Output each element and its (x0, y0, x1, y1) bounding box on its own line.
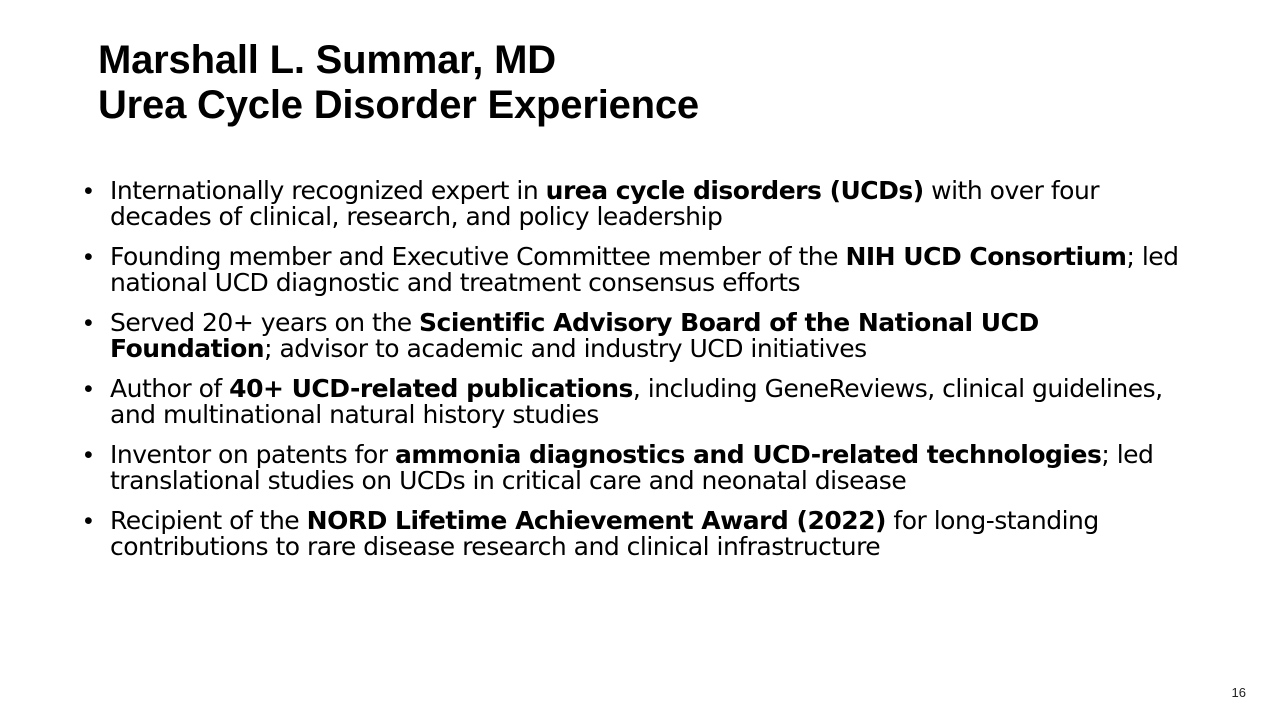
bullet-text: Served 20+ years on the (110, 308, 420, 337)
bullet-item-patents (84, 442, 1194, 494)
bullet-highlight: urea cycle disorders (UCDs) (545, 176, 924, 205)
bullet-dot: • (84, 243, 93, 271)
bullet-text: for long-standing contributions to rare disease research and clinical infrastructure (110, 506, 1099, 561)
bullet-text: ; led national UCD diagnostic and treatment consensus efforts (110, 242, 1179, 297)
bullet-item-publications (84, 376, 1194, 428)
title-line-name: Marshall L. Summar, MD (98, 38, 556, 82)
bullet-text: Recipient of the (110, 506, 307, 535)
bullet-text: ; led translational studies on UCDs in critical care and neonatal disease (110, 440, 1154, 495)
bullet-highlight: 40+ UCD-related publications (229, 374, 633, 403)
bullet-dot: • (84, 177, 93, 205)
bullet-text: ; advisor to academic and industry UCD initiatives (264, 334, 867, 363)
bullet-dot: • (84, 507, 93, 535)
bullet-text: Author of (110, 374, 230, 403)
bullet-dot: • (84, 309, 93, 337)
title-line-topic: Urea Cycle Disorder Experience (98, 83, 699, 127)
bullet-item-advisory-board (84, 310, 1194, 362)
bullet-highlight: NORD Lifetime Achievement Award (2022) (306, 506, 886, 535)
bullet-text: Founding member and Executive Committee member of the (110, 242, 846, 271)
bullet-list (84, 178, 1194, 574)
bullet-dot: • (84, 441, 93, 469)
bullet-item-nord-award (84, 508, 1194, 560)
bullet-highlight: NIH UCD Consortium (845, 242, 1127, 271)
bullet-item-ucd-expert (84, 178, 1194, 230)
bullet-item-nih-consortium (84, 244, 1194, 296)
bullet-text: Internationally recognized expert in (110, 176, 546, 205)
bullet-highlight: Scientific Advisory Board of the National UCD Foundation (110, 308, 1039, 363)
bullet-text: with over four decades of clinical, research, and policy leadership (110, 176, 1100, 231)
bullet-text: Inventor on patents for (110, 440, 395, 469)
bullet-text: , including GeneReviews, clinical guidelines, and multinational natural history studies (110, 374, 1163, 429)
slide-number: 16 (1231, 685, 1246, 700)
bullet-dot: • (84, 375, 93, 403)
bullet-highlight: ammonia diagnostics and UCD-related technologies (394, 440, 1102, 469)
slide-title (98, 38, 699, 128)
